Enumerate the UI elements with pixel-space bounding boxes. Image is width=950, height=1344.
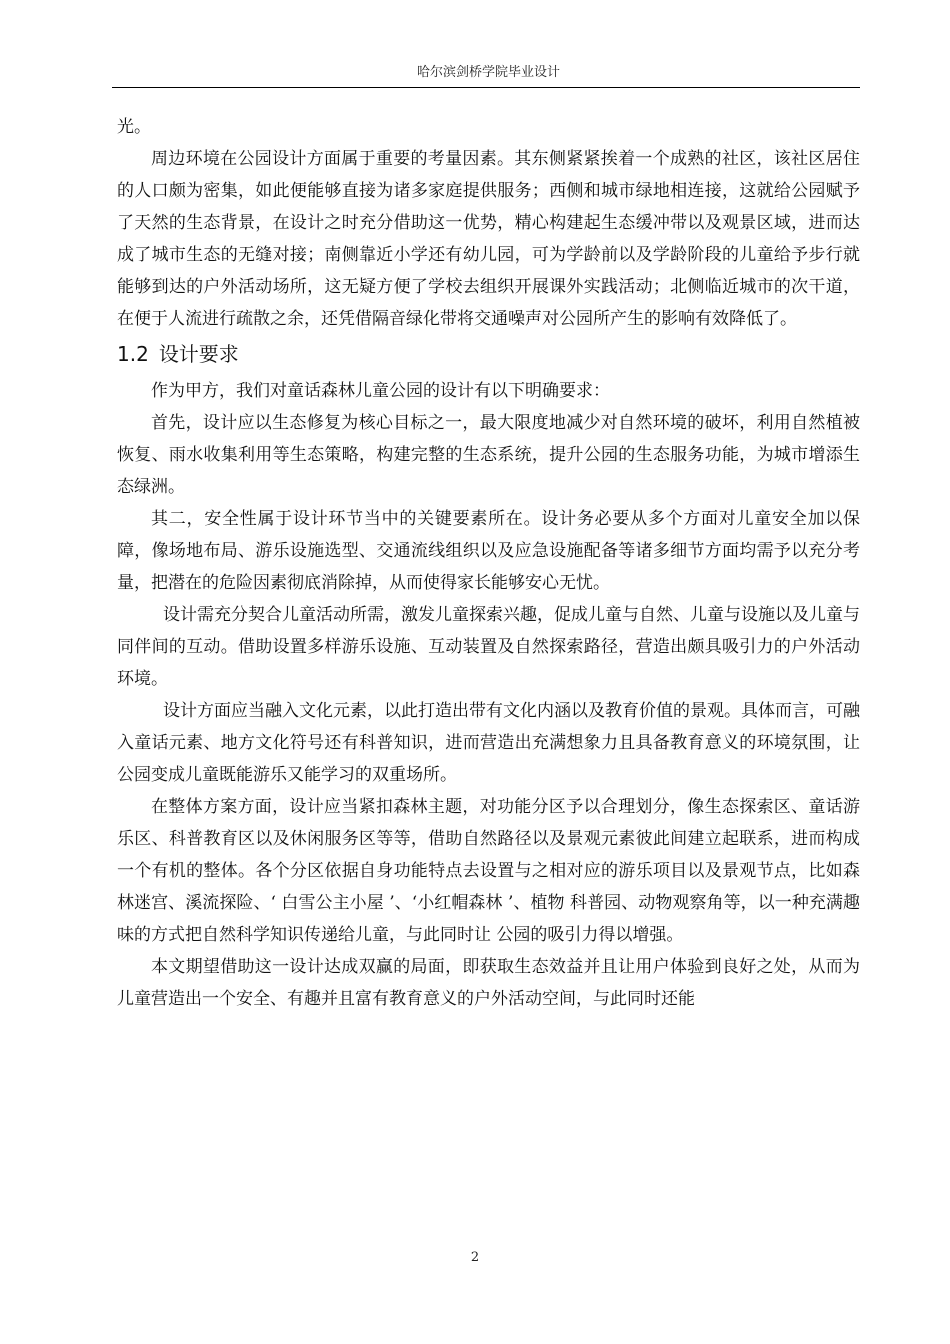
paragraph: 光。 — [117, 117, 151, 137]
document-body — [117, 111, 860, 1015]
paragraph: 设计方面应当融入文化元素，以此打造出带有文化内涵以及教育价值的景观。具体而言，可融入童话元素、地方文化符号还有科普知识，进而营造出充满想象力且具备教育意义的环境氛围，让公园变成儿童既能游乐又能学习的双重场所。 — [117, 701, 860, 785]
page-number: 2 — [470, 1250, 480, 1265]
paragraph: 在整体方案方面，设计应当紧扣森林主题，对功能分区予以合理划分，像生态探索区、童话游乐区、科普教育区以及休闲服务区等等，借助自然路径以及景观元素彼此间建立起联系，进而构成一个有机的整体。各个分区依据自身功能特点去设置与之相对应的游乐项目以及景观节点，比如森林迷宫、溪流探险、‘ 白雪公主小屋 ’、‘小红帽森林 ’、植物 科普园、动物观察角等，以一种充满趣味的方式把自然科学知识传递给儿童，与此同时让 公园的吸引力得以增强。 — [117, 797, 860, 945]
header-rule — [112, 87, 860, 88]
paragraph: 其二，安全性属于设计环节当中的关键要素所在。设计务必要从多个方面对儿童安全加以保障，像场地布局、游乐设施选型、交通流线组织以及应急设施配备等诸多细节方面均需予以充分考量，把潜在的危险因素彻底消除掉，从而使得家长能够安心无忧。 — [117, 509, 860, 593]
section-heading — [117, 339, 860, 369]
paragraph: 首先，设计应以生态修复为核心目标之一，最大限度地减少对自然环境的破坏，利用自然植被恢复、雨水收集利用等生态策略，构建完整的生态系统，提升公园的生态服务功能，为城市增添生态绿洲。 — [117, 413, 860, 497]
paragraph: 本文期望借助这一设计达成双赢的局面，即获取生态效益并且让用户体验到良好之处，从而为儿童营造出一个安全、有趣并且富有教育意义的户外活动空间，与此同时还能 — [117, 957, 860, 1009]
paragraph: 周边环境在公园设计方面属于重要的考量因素。其东侧紧紧挨着一个成熟的社区，该社区居住的人口颇为密集，如此便能够直接为诸多家庭提供服务；西侧和城市绿地相连接，这就给公园赋予了天然的生态背景，在设计之时充分借助这一优势，精心构建起生态缓冲带以及观景区域，进而达成了城市生态的无缝对接；南侧靠近小学还有幼儿园，可为学龄前以及学龄阶段的儿童给予步行就能够到达的户外活动场所，这无疑方便了学校去组织开展课外实践活动；北侧临近城市的次干道，在便于人流进行疏散之余，还凭借隔音绿化带将交通噪声对公园所产生的影响有效降低了。 — [117, 149, 860, 329]
paragraph: 作为甲方，我们对童话森林儿童公园的设计有以下明确要求： — [151, 381, 610, 401]
page-header: 哈尔滨剑桥学院毕业设计 — [416, 65, 560, 80]
section-title: 设计要求 — [158, 342, 239, 366]
section-number: 1.2 — [117, 342, 149, 366]
paragraph: 设计需充分契合儿童活动所需，激发儿童探索兴趣，促成儿童与自然、儿童与设施以及儿童与同伴间的互动。借助设置多样游乐设施、互动装置及自然探索路径，营造出颇具吸引力的户外活动环境。 — [117, 605, 860, 689]
